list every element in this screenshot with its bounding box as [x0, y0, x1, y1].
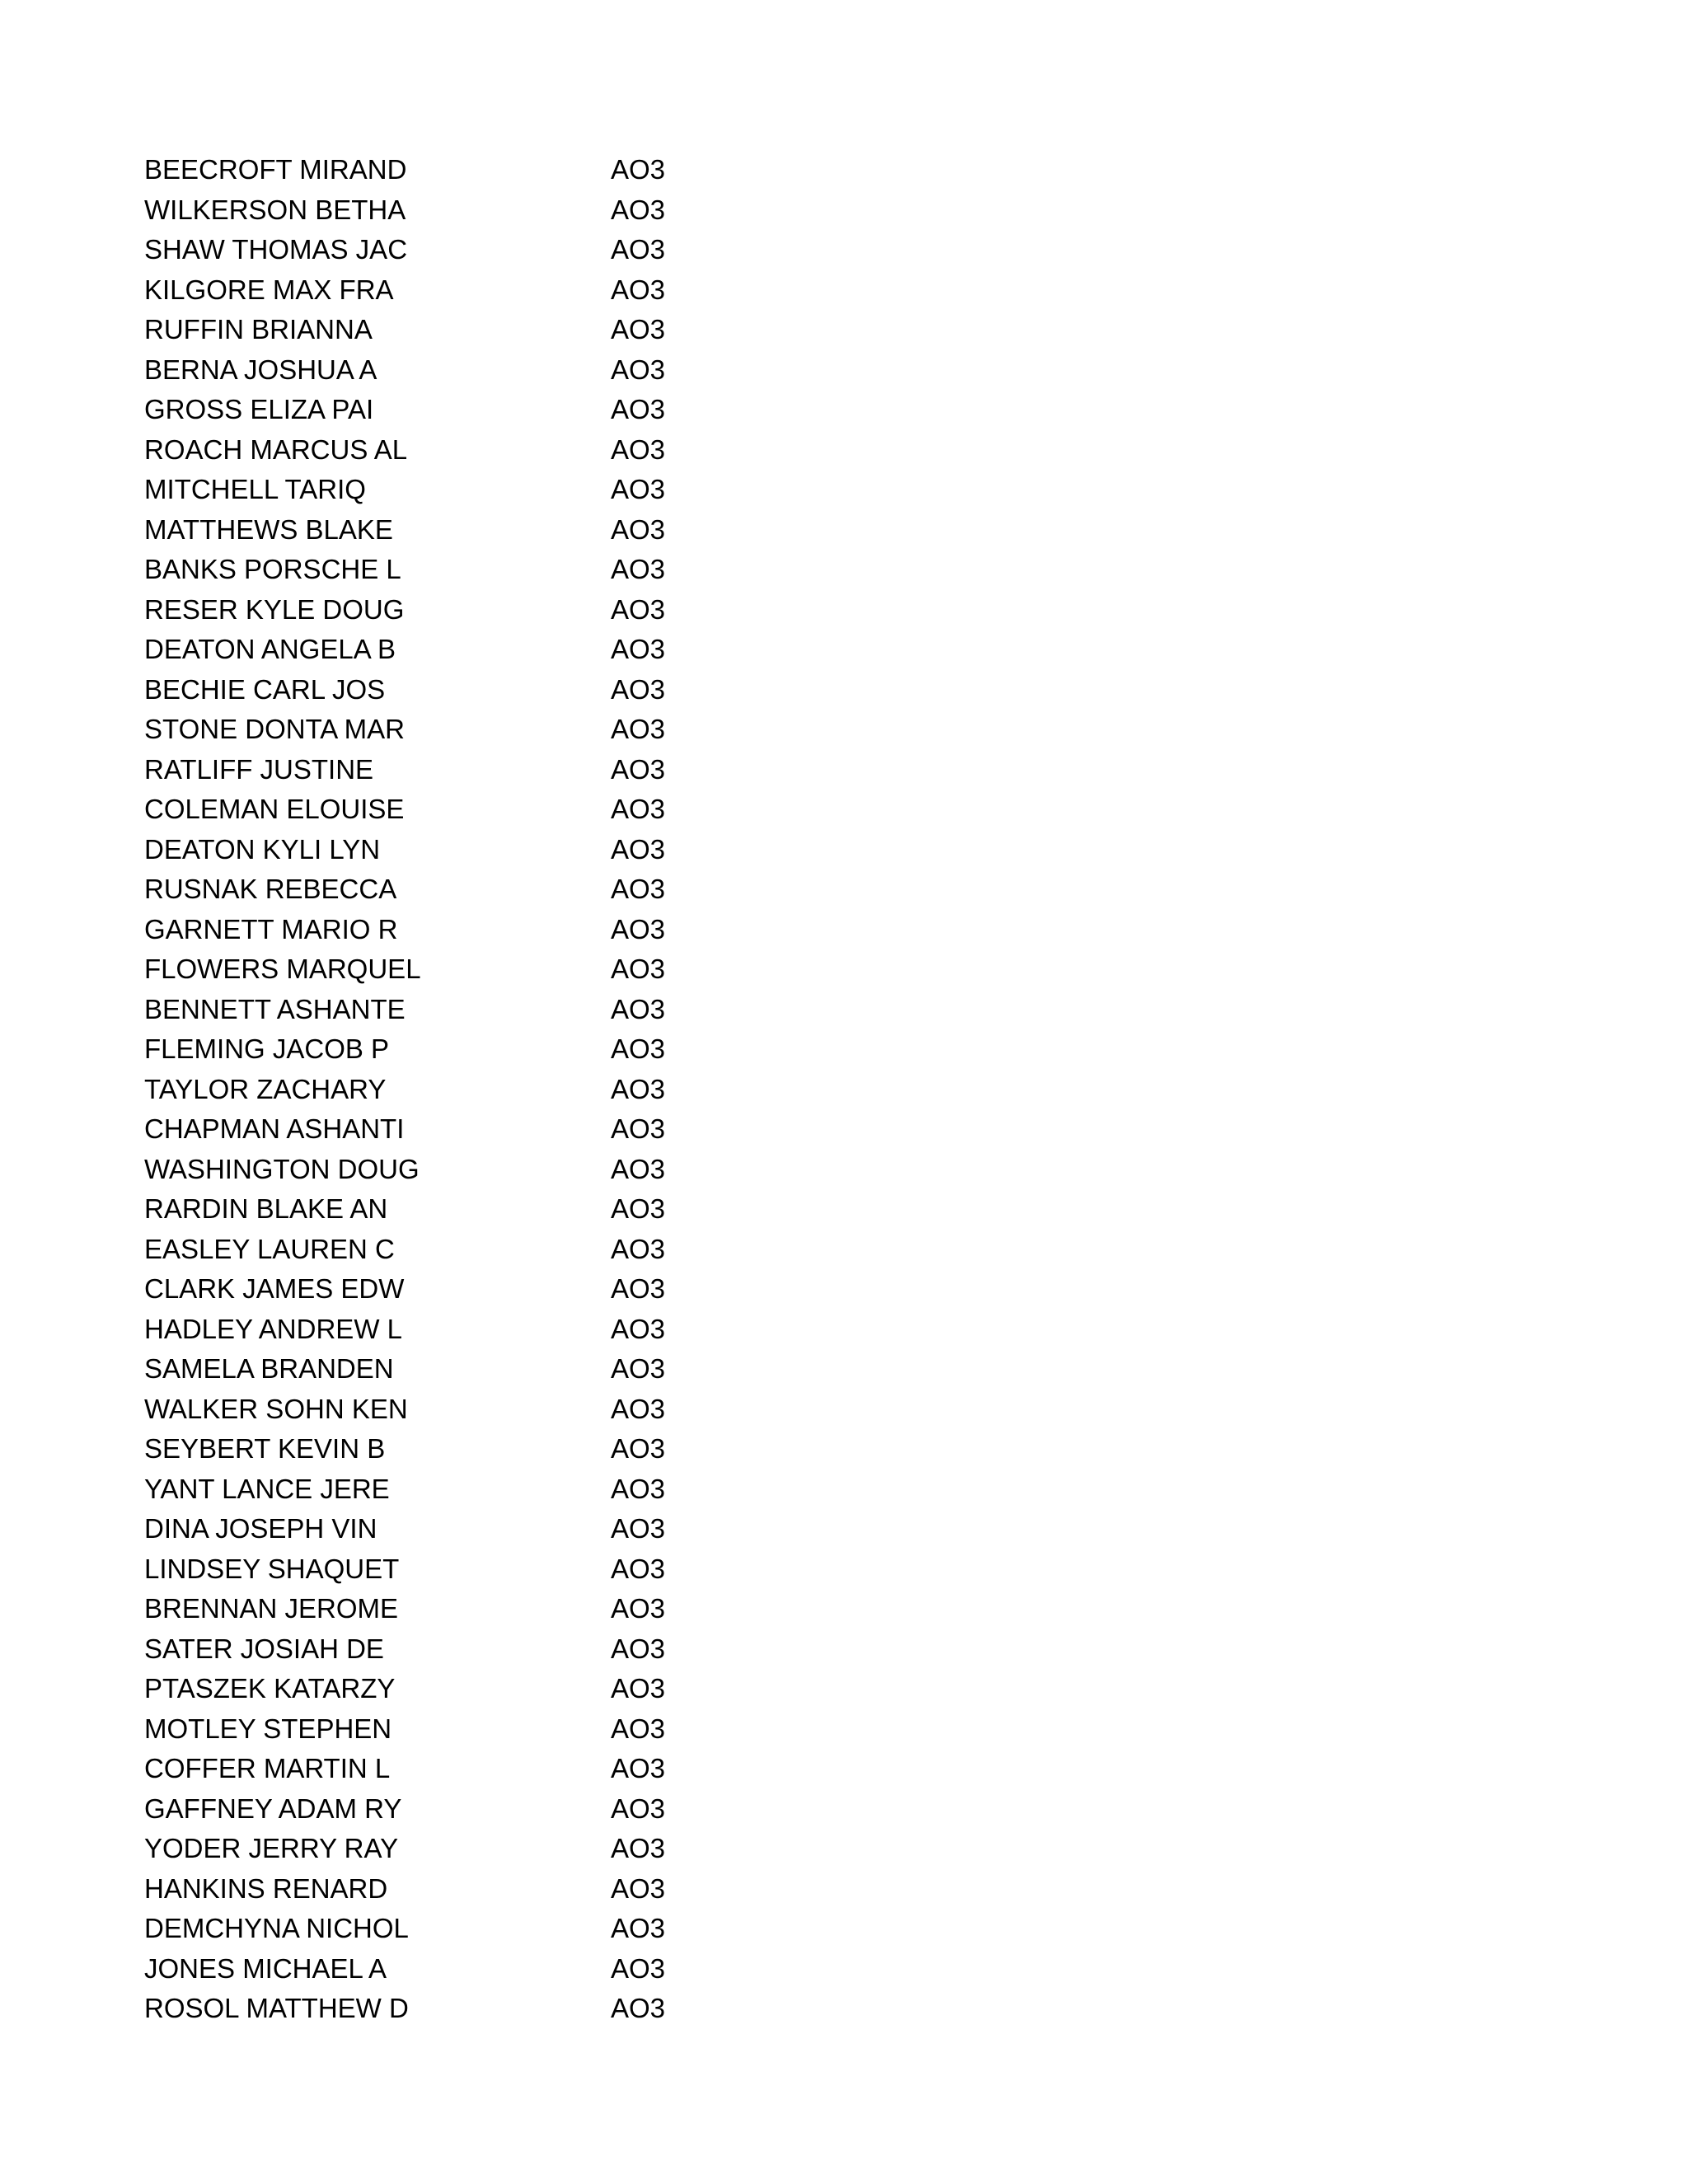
- list-item: [144, 1749, 721, 1789]
- person-name: BANKS PORSCHE L: [144, 554, 401, 585]
- list-item: [144, 1230, 721, 1270]
- person-name: DEATON ANGELA B: [144, 634, 396, 665]
- class-code: AO3: [611, 714, 666, 745]
- person-name: JONES MICHAEL A: [144, 1952, 387, 1984]
- class-code: AO3: [611, 314, 666, 345]
- list-item: [144, 1109, 721, 1150]
- list-item: [144, 270, 721, 311]
- person-name: YODER JERRY RAY: [144, 1833, 399, 1864]
- list-item: [144, 910, 721, 950]
- person-name: COFFER MARTIN L: [144, 1753, 391, 1784]
- list-item: [144, 790, 721, 830]
- class-code: AO3: [611, 194, 666, 225]
- class-code: AO3: [611, 1872, 666, 1904]
- list-item: [144, 230, 721, 270]
- class-code: AO3: [611, 634, 666, 665]
- list-item: [144, 150, 721, 190]
- person-name: CLARK JAMES EDW: [144, 1273, 405, 1305]
- person-name: GARNETT MARIO R: [144, 913, 398, 944]
- class-code: AO3: [611, 1993, 666, 2024]
- person-name: RARDIN BLAKE AN: [144, 1193, 388, 1225]
- person-name: BEECROFT MIRAND: [144, 154, 407, 185]
- person-name: GAFFNEY ADAM RY: [144, 1793, 402, 1824]
- person-name: DEMCHYNA NICHOL: [144, 1913, 409, 1944]
- person-name: LINDSEY SHAQUET: [144, 1553, 400, 1584]
- class-code: AO3: [611, 1033, 666, 1065]
- person-name: BERNA JOSHUA A: [144, 354, 377, 385]
- class-code: AO3: [611, 1353, 666, 1385]
- list-item: [144, 1789, 721, 1830]
- person-name: RESER KYLE DOUG: [144, 593, 405, 625]
- person-name: SEYBERT KEVIN B: [144, 1433, 386, 1465]
- class-code: AO3: [611, 794, 666, 825]
- class-code: AO3: [611, 1673, 666, 1704]
- person-name: SATER JOSIAH DE: [144, 1633, 384, 1664]
- class-code: AO3: [611, 354, 666, 385]
- list-item: [144, 750, 721, 790]
- list-item: [144, 830, 721, 870]
- person-name: MITCHELL TARIQ: [144, 474, 366, 505]
- class-code: AO3: [611, 1913, 666, 1944]
- class-code: AO3: [611, 1553, 666, 1584]
- name-code-list: [144, 150, 721, 2029]
- list-item: [144, 949, 721, 990]
- person-name: DEATON KYLI LYN: [144, 833, 381, 865]
- list-item: [144, 1869, 721, 1910]
- person-name: BRENNAN JEROME: [144, 1593, 399, 1624]
- list-item: [144, 630, 721, 670]
- list-item: [144, 1829, 721, 1869]
- list-item: [144, 1390, 721, 1430]
- class-code: AO3: [611, 1433, 666, 1465]
- list-item: [144, 1150, 721, 1190]
- list-item: [144, 1349, 721, 1390]
- person-name: MOTLEY STEPHEN: [144, 1713, 392, 1744]
- class-code: AO3: [611, 753, 666, 785]
- list-item: [144, 430, 721, 471]
- list-item: [144, 1989, 721, 2029]
- list-item: [144, 869, 721, 910]
- list-item: [144, 1269, 721, 1310]
- list-item: [144, 1909, 721, 1949]
- class-code: AO3: [611, 274, 666, 305]
- list-item: [144, 1070, 721, 1110]
- class-code: AO3: [611, 993, 666, 1024]
- class-code: AO3: [611, 1593, 666, 1624]
- person-name: BENNETT ASHANTE: [144, 993, 406, 1024]
- list-item: [144, 1189, 721, 1230]
- class-code: AO3: [611, 1273, 666, 1305]
- person-name: WILKERSON BETHA: [144, 194, 406, 225]
- list-item: [144, 590, 721, 630]
- list-item: [144, 670, 721, 710]
- person-name: WALKER SOHN KEN: [144, 1393, 408, 1424]
- list-item: [144, 550, 721, 590]
- class-code: AO3: [611, 513, 666, 545]
- class-code: AO3: [611, 1793, 666, 1824]
- list-item: [144, 1429, 721, 1469]
- person-name: WASHINGTON DOUG: [144, 1153, 420, 1184]
- list-item: [144, 1469, 721, 1510]
- class-code: AO3: [611, 1073, 666, 1104]
- class-code: AO3: [611, 1233, 666, 1264]
- class-code: AO3: [611, 1753, 666, 1784]
- class-code: AO3: [611, 554, 666, 585]
- list-item: [144, 1310, 721, 1350]
- list-item: [144, 1509, 721, 1549]
- class-code: AO3: [611, 1153, 666, 1184]
- person-name: EASLEY LAUREN C: [144, 1233, 395, 1264]
- list-item: [144, 990, 721, 1030]
- person-name: RUFFIN BRIANNA: [144, 314, 373, 345]
- person-name: SHAW THOMAS JAC: [144, 234, 408, 265]
- person-name: DINA JOSEPH VIN: [144, 1513, 377, 1544]
- class-code: AO3: [611, 833, 666, 865]
- class-code: AO3: [611, 1952, 666, 1984]
- person-name: YANT LANCE JERE: [144, 1473, 390, 1504]
- class-code: AO3: [611, 1193, 666, 1225]
- list-item: [144, 1589, 721, 1629]
- list-item: [144, 1949, 721, 1990]
- class-code: AO3: [611, 1473, 666, 1504]
- person-name: RUSNAK REBECCA: [144, 874, 397, 905]
- class-code: AO3: [611, 234, 666, 265]
- person-name: PTASZEK KATARZY: [144, 1673, 396, 1704]
- person-name: FLOWERS MARQUEL: [144, 954, 421, 985]
- list-item: [144, 1549, 721, 1590]
- class-code: AO3: [611, 913, 666, 944]
- class-code: AO3: [611, 394, 666, 425]
- class-code: AO3: [611, 434, 666, 465]
- list-item: [144, 310, 721, 350]
- person-name: HADLEY ANDREW L: [144, 1313, 402, 1344]
- person-name: STONE DONTA MAR: [144, 714, 405, 745]
- class-code: AO3: [611, 593, 666, 625]
- class-code: AO3: [611, 1113, 666, 1145]
- class-code: AO3: [611, 1713, 666, 1744]
- class-code: AO3: [611, 1513, 666, 1544]
- list-item: [144, 1709, 721, 1750]
- person-name: FLEMING JACOB P: [144, 1033, 390, 1065]
- person-name: CHAPMAN ASHANTI: [144, 1113, 405, 1145]
- class-code: AO3: [611, 474, 666, 505]
- class-code: AO3: [611, 1833, 666, 1864]
- list-item: [144, 1629, 721, 1670]
- person-name: TAYLOR ZACHARY: [144, 1073, 387, 1104]
- list-item: [144, 390, 721, 430]
- list-item: [144, 470, 721, 510]
- class-code: AO3: [611, 1393, 666, 1424]
- list-item: [144, 710, 721, 750]
- class-code: AO3: [611, 1313, 666, 1344]
- person-name: GROSS ELIZA PAI: [144, 394, 374, 425]
- list-item: [144, 190, 721, 231]
- class-code: AO3: [611, 673, 666, 705]
- person-name: ROACH MARCUS AL: [144, 434, 408, 465]
- class-code: AO3: [611, 954, 666, 985]
- list-item: [144, 510, 721, 551]
- class-code: AO3: [611, 874, 666, 905]
- list-item: [144, 1669, 721, 1709]
- person-name: BECHIE CARL JOS: [144, 673, 386, 705]
- person-name: SAMELA BRANDEN: [144, 1353, 394, 1385]
- list-item: [144, 1029, 721, 1070]
- person-name: KILGORE MAX FRA: [144, 274, 394, 305]
- list-item: [144, 350, 721, 391]
- class-code: AO3: [611, 1633, 666, 1664]
- person-name: RATLIFF JUSTINE: [144, 753, 374, 785]
- person-name: MATTHEWS BLAKE: [144, 513, 393, 545]
- person-name: ROSOL MATTHEW D: [144, 1993, 409, 2024]
- class-code: AO3: [611, 154, 666, 185]
- person-name: COLEMAN ELOUISE: [144, 794, 405, 825]
- person-name: HANKINS RENARD: [144, 1872, 388, 1904]
